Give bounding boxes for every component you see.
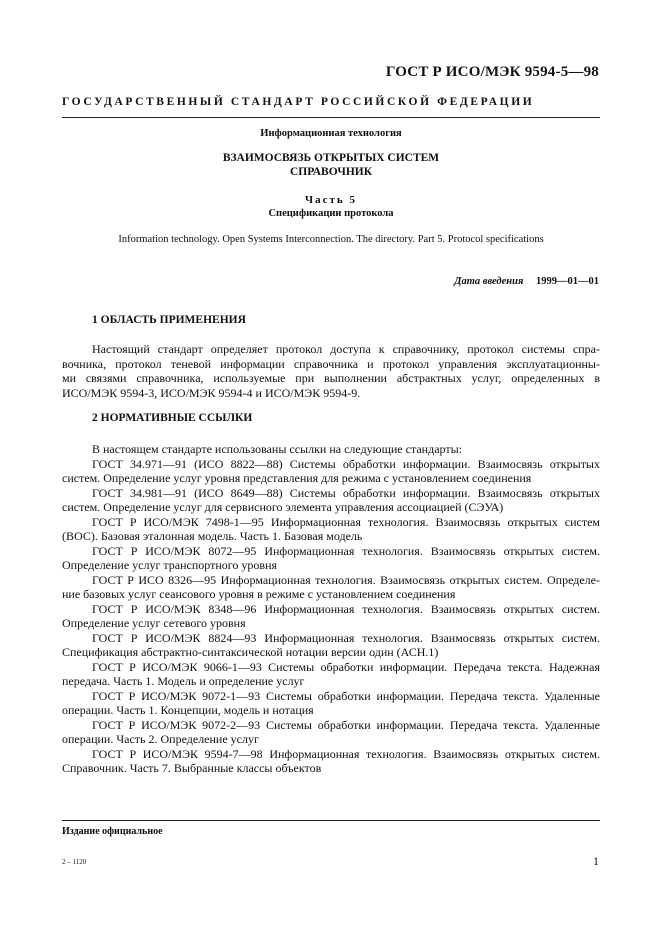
reference-line: Спецификация абстрактно-синтаксической нотации версии один (АСН.1)	[62, 645, 439, 659]
reference-line: передача. Часть 1. Модель и определение услуг	[62, 674, 305, 688]
section-2-heading: 2 НОРМАТИВНЫЕ ССЫЛКИ	[92, 412, 253, 424]
reference-line: ГОСТ Р ИСО/МЭК 9072-2—93 Системы обработки информации. Передача текста. Удаленные	[92, 717, 600, 732]
reference-line: Определение услуг транспортного уровня	[62, 558, 278, 572]
reference-line: операции. Часть 2. Определение услуг	[62, 732, 259, 746]
reference-line: Справочник. Часть 7. Выбранные классы объектов	[62, 761, 322, 775]
part-label: Часть 5	[305, 194, 357, 206]
reference-line: ние базовых услуг сеансового уровня в режиме с установлением соединения	[62, 587, 456, 601]
paragraph-line: вочника, протокол теневой информации справочника и протокол управления эксплуатационны-	[62, 356, 600, 371]
paragraph-line: Настоящий стандарт определяет протокол доступа к справочнику, протокол системы спра-	[92, 342, 600, 356]
section-1-heading: 1 ОБЛАСТЬ ПРИМЕНЕНИЯ	[92, 314, 246, 326]
introduction-date-value: 1999—01—01	[536, 276, 599, 287]
reference-line: ГОСТ 34.981—91 (ИСО 8649—88) Системы обработки информации. Взаимосвязь открытых	[92, 485, 600, 500]
reference-line: ГОСТ Р ИСО/МЭК 7498-1—95 Информационная технология. Взаимосвязь открытых систем	[92, 514, 600, 529]
reference-line: Определение услуг сетевого уровня	[62, 616, 246, 630]
part-title: Спецификации протокола	[268, 208, 394, 219]
section-2-references	[62, 442, 600, 776]
reference-line: ГОСТ Р ИСО/МЭК 8348—96 Информационная технология. Взаимосвязь открытых систем.	[92, 601, 600, 616]
subject-line: Информационная технология	[260, 128, 402, 139]
section-1-paragraph	[62, 342, 600, 400]
reference-line: ГОСТ Р ИСО/МЭК 9066-1—93 Системы обработки информации. Передача текста. Надежная	[92, 659, 600, 674]
reference-line: систем. Определение услуг уровня представления для режима с установлением соединения	[62, 471, 532, 485]
reference-line: В настоящем стандарте использованы ссылки на следующие стандарты:	[92, 442, 463, 456]
page-number: 1	[593, 854, 599, 868]
introduction-date-label: Дата введения	[454, 276, 524, 287]
footer-divider	[62, 820, 600, 821]
reference-line: ГОСТ Р ИСО/МЭК 8072—95 Информационная технология. Взаимосвязь открытых систем.	[92, 543, 600, 558]
reference-line: ГОСТ Р ИСО/МЭК 8824—93 Информационная технология. Взаимосвязь открытых систем.	[92, 630, 600, 645]
reference-line: операции. Часть 1. Концепции, модель и нотация	[62, 703, 314, 717]
reference-line: ГОСТ Р ИСО 8326—95 Информационная технология. Взаимосвязь открытых систем. Определе-	[92, 572, 600, 587]
paragraph-line: ИСО/МЭК 9594-3, ИСО/МЭК 9594-4 и ИСО/МЭК 9594-9.	[62, 385, 361, 400]
document-number: ГОСТ Р ИСО/МЭК 9594-5—98	[385, 64, 599, 80]
reference-line: ГОСТ Р ИСО/МЭК 9072-1—93 Системы обработки информации. Передача текста. Удаленные	[92, 688, 600, 703]
reference-line: систем. Определение услуг для сервисного элемента управления ассоциацией (СЭУА)	[62, 500, 504, 514]
paragraph-line: ми связями справочника, используемые при выполнении абстрактных услуг, определенных в	[62, 371, 600, 385]
official-edition-label: Издание официальное	[62, 826, 163, 837]
reference-line: (ВОС). Базовая эталонная модель. Часть 1. Базовая модель	[62, 529, 363, 543]
reference-line: ГОСТ Р ИСО/МЭК 9594-7—98 Информационная технология. Взаимосвязь открытых систем.	[92, 746, 600, 761]
reference-line: ГОСТ 34.971—91 (ИСО 8822—88) Системы обработки информации. Взаимосвязь открытых	[92, 456, 600, 471]
header-divider	[62, 117, 600, 118]
document-title-line-1: ВЗАИМОСВЯЗЬ ОТКРЫТЫХ СИСТЕМ	[222, 152, 440, 164]
introduction-date	[454, 276, 599, 287]
english-title: Information technology. Open Systems Interconnection. The directory. Part 5. Protocol specifications	[118, 234, 544, 245]
document-title-line-2: СПРАВОЧНИК	[289, 166, 373, 178]
standard-banner: ГОСУДАРСТВЕННЫЙ СТАНДАРТ РОССИЙСКОЙ ФЕДЕРАЦИИ	[62, 96, 535, 108]
print-code: 2 – 1120	[62, 858, 87, 866]
